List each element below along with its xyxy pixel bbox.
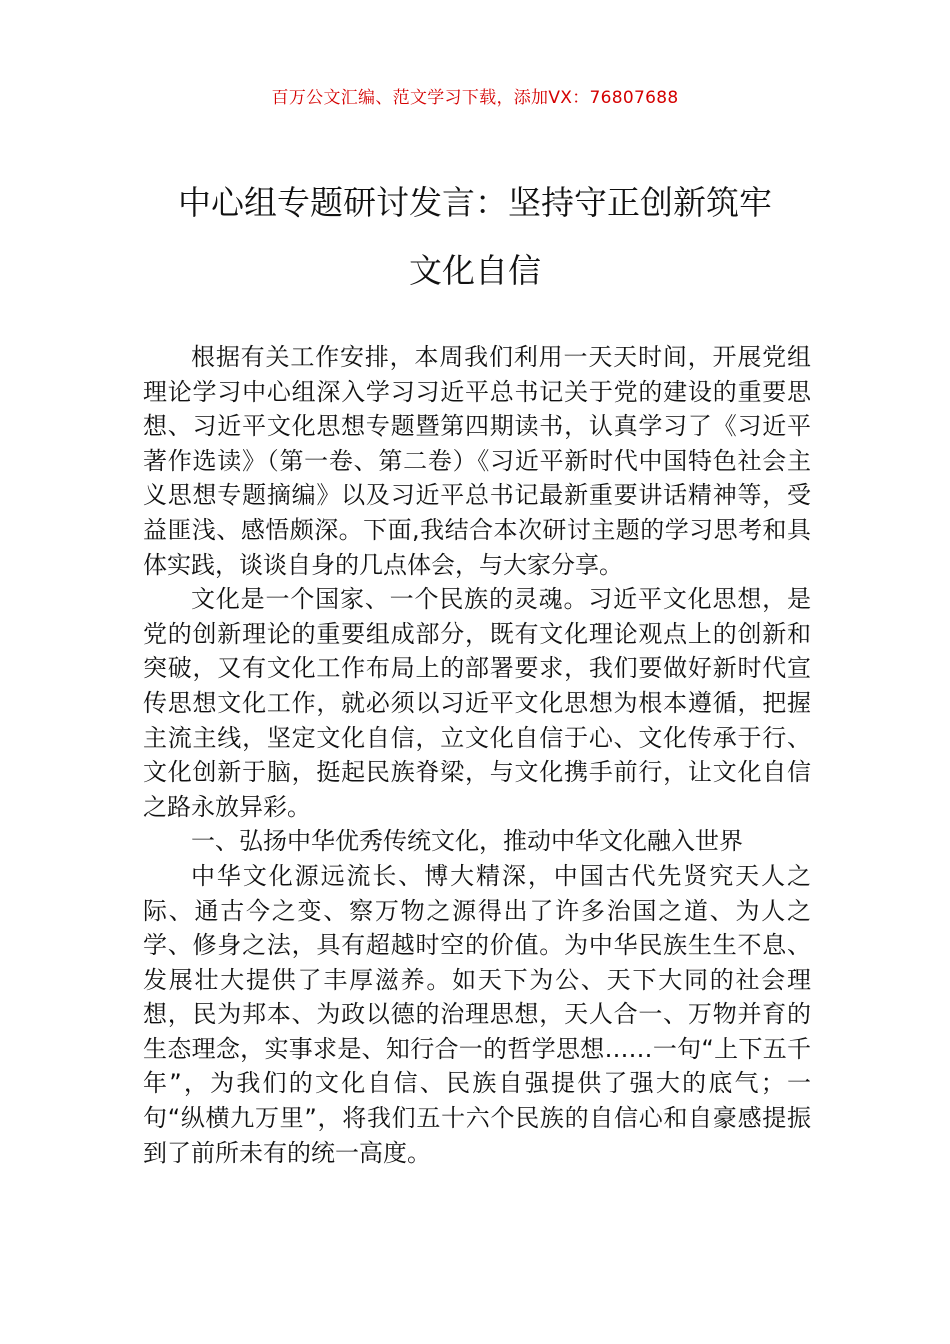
section-heading-1: 一、弘扬中华优秀传统文化，推动中华文化融入世界 bbox=[191, 827, 743, 856]
paragraph-culture: 文化是一个国家、一个民族的灵魂。习近平文化思想，是党的创新理论的重要组成部分，既有文化理论观点上的创新和突破，又有文化工作布局上的部署要求，我们要做好新时代宣传思想文化工作，就必须以习近平文化思想为根本遵循，把握主流主线，坚定文化自信，立文化自信于心、文化传承于行、文化创新于脑，挺起民族脊梁，与文化携手前行，让文化自信之路永放异彩。 bbox=[143, 585, 811, 821]
paragraph-heritage: 中华文化源远流长、博大精深，中国古代先贤究天人之际、通古今之变、察万物之源得出了许多治国之道、为人之学、修身之法，具有超越时空的价值。为中华民族生生不息、发展壮大提供了丰厚滋养。如天下为公、天下大同的社会理想，民为邦本、为政以德的治理思想，天人合一、万物并育的生态理念，实事求是、知行合一的哲学思想……一句“上下五千年”，为我们的文化自信、民族自强提供了强大的底气；一句“纵横九万里”，将我们五十六个民族的自信心和自豪感提振到了前所未有的统一高度。 bbox=[143, 861, 811, 1167]
document-title-line-1: 中心组专题研讨发言：坚持守正创新筑牢 bbox=[178, 183, 772, 222]
document-body bbox=[143, 340, 811, 1170]
paragraph-intro: 根据有关工作安排，本周我们利用一天天时间，开展党组理论学习中心组深入学习习近平总书记关于党的建设的重要思想、习近平文化思想专题暨第四期读书，认真学习了《习近平著作选读》（第一卷、第二卷）《习近平新时代中国特色社会主义思想专题摘编》以及习近平总书记最新重要讲话精神等，受益匪浅、感悟颇深。下面,我结合本次研讨主题的学习思考和具体实践，谈谈自身的几点体会，与大家分享。 bbox=[143, 343, 811, 579]
document-title-line-2: 文化自信 bbox=[409, 251, 541, 290]
header-note: 百万公文汇编、范文学习下载，添加VX：76807688 bbox=[271, 88, 679, 108]
